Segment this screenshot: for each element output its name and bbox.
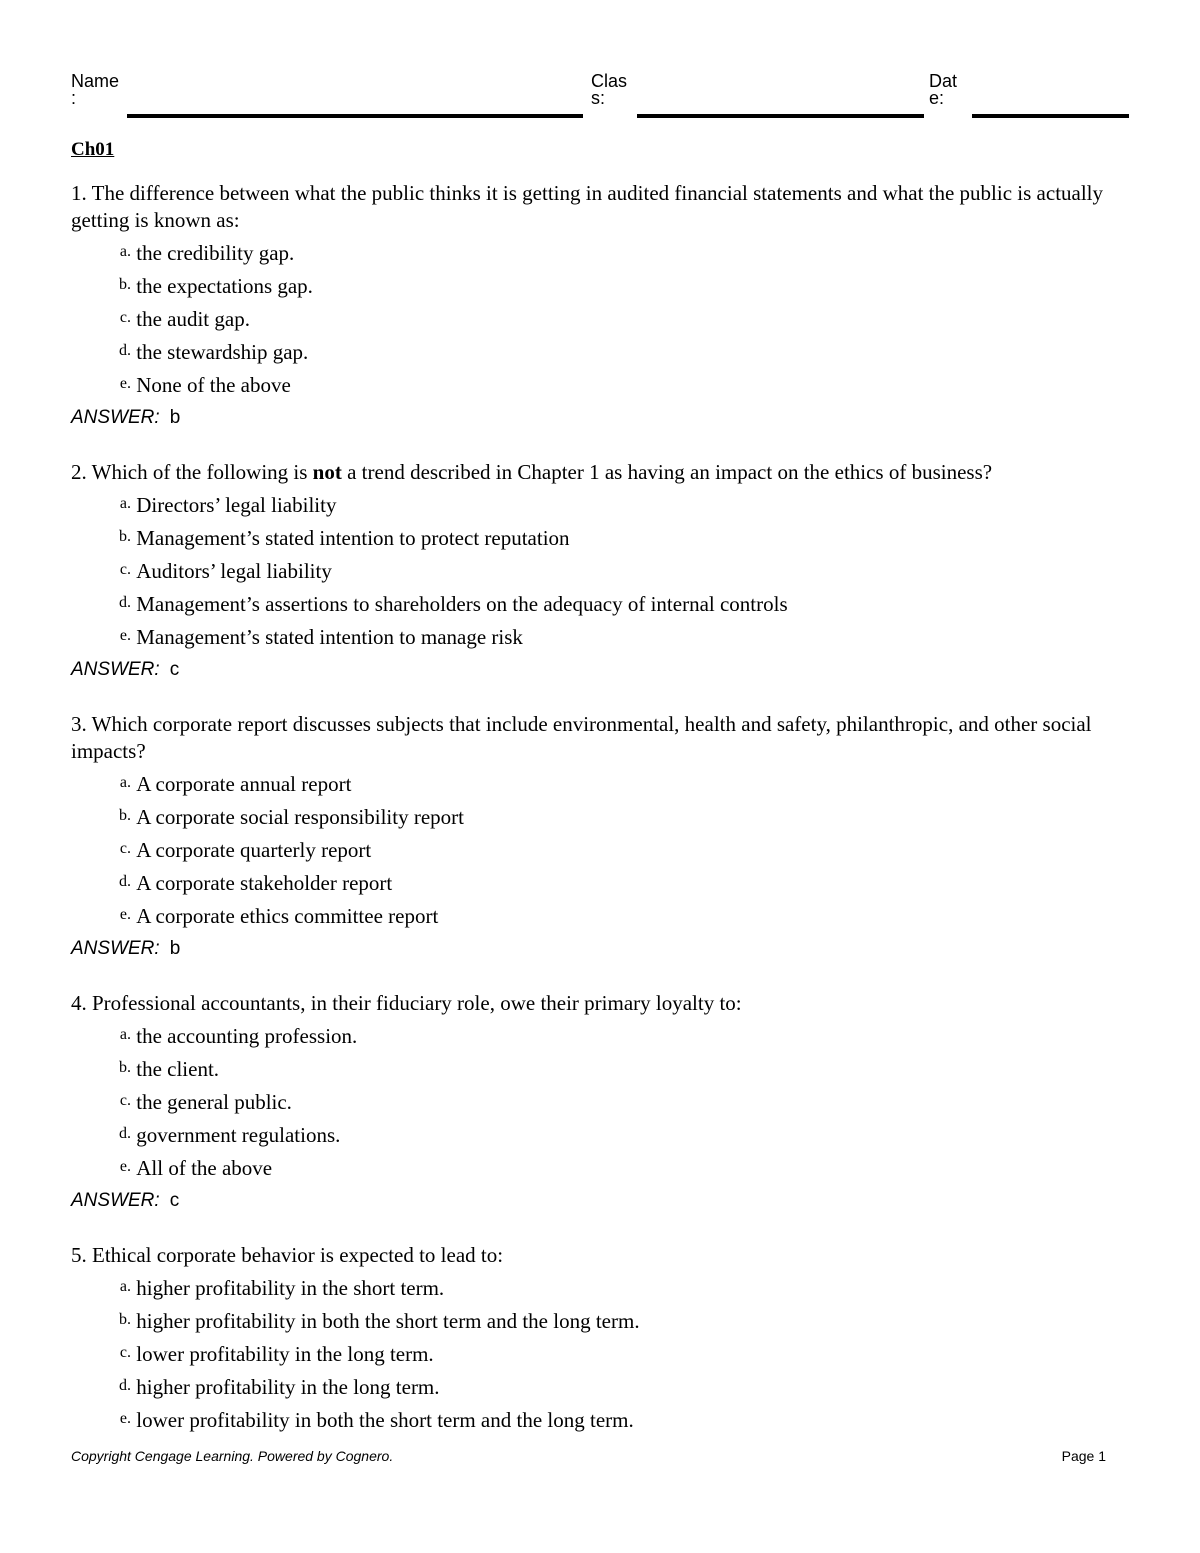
option-letter: e.: [119, 906, 131, 923]
question-stem-after: a trend described in Chapter 1 as having an impact on the ethics of business?: [341, 460, 993, 484]
copyright-footer: Copyright Cengage Learning. Powered by Cognero.: [71, 1448, 394, 1464]
option-e: [110, 903, 1136, 930]
question-stem: 4. Professional accountants, in their fiduciary role, owe their primary loyalty to:: [71, 991, 742, 1015]
option-text: the accounting profession.: [136, 1024, 358, 1048]
options-list: [110, 1275, 1136, 1434]
question-1: [71, 180, 1136, 430]
option-text: Management’s stated intention to manage risk: [136, 625, 523, 649]
answer-label: ANSWER:: [71, 1190, 160, 1211]
option-letter: e.: [119, 1158, 131, 1175]
option-text: All of the above: [136, 1156, 273, 1180]
option-c: [110, 306, 1136, 333]
option-text: higher profitability in both the short term and the long term.: [136, 1309, 640, 1333]
option-letter: d.: [119, 342, 131, 359]
answer-line: [71, 406, 1136, 430]
option-letter: c.: [119, 561, 131, 578]
option-a: [110, 492, 1136, 519]
option-text: the client.: [136, 1057, 220, 1081]
option-e: [110, 372, 1136, 399]
question-5: [71, 1242, 1136, 1434]
answer-value: b: [169, 407, 181, 428]
option-text: the stewardship gap.: [136, 340, 309, 364]
options-list: [110, 1023, 1136, 1182]
answer-line: [71, 658, 1136, 682]
page-number: Page 1: [1061, 1448, 1106, 1464]
question-2: [71, 459, 1136, 682]
option-text: A corporate ethics committee report: [136, 904, 439, 928]
option-a: [110, 1023, 1136, 1050]
question-stem: 5. Ethical corporate behavior is expected to lead to:: [71, 1243, 504, 1267]
option-letter: c.: [119, 1344, 131, 1361]
answer-value: c: [169, 1190, 180, 1211]
option-d: [110, 1122, 1136, 1149]
option-text: Management’s stated intention to protect reputation: [136, 526, 570, 550]
option-text: A corporate annual report: [136, 772, 352, 796]
option-text: Directors’ legal liability: [136, 493, 337, 517]
option-text: Auditors’ legal liability: [136, 559, 332, 583]
question-stem-emphasis: not: [312, 460, 342, 484]
answer-value: b: [169, 938, 181, 959]
option-b: [110, 1308, 1136, 1335]
option-e: [110, 624, 1136, 651]
option-b: [110, 525, 1136, 552]
option-text: lower profitability in both the short term and the long term.: [136, 1408, 634, 1432]
answer-label: ANSWER:: [71, 407, 160, 428]
option-text: the credibility gap.: [136, 241, 295, 265]
question-stem-before: 2. Which of the following is: [71, 460, 313, 484]
class-label: Clas s:: [591, 71, 628, 108]
option-text: the general public.: [136, 1090, 292, 1114]
option-c: [110, 1341, 1136, 1368]
option-e: [110, 1155, 1136, 1182]
option-letter: b.: [119, 1311, 131, 1328]
date-label: Dat e:: [929, 71, 958, 108]
answer-label: ANSWER:: [71, 938, 160, 959]
option-letter: a.: [119, 243, 131, 260]
answer-label: ANSWER:: [71, 659, 160, 680]
option-b: [110, 804, 1136, 831]
option-text: higher profitability in the long term.: [136, 1375, 440, 1399]
name-label: Name :: [71, 71, 120, 108]
option-letter: c.: [119, 840, 131, 857]
option-text: government regulations.: [136, 1123, 341, 1147]
option-a: [110, 240, 1136, 267]
option-d: [110, 1374, 1136, 1401]
option-letter: b.: [119, 528, 131, 545]
option-letter: a.: [119, 1026, 131, 1043]
option-letter: d.: [119, 1125, 131, 1142]
option-a: [110, 1275, 1136, 1302]
option-letter: e.: [119, 627, 131, 644]
option-b: [110, 273, 1136, 300]
option-letter: c.: [119, 309, 131, 326]
option-text: None of the above: [136, 373, 291, 397]
answer-line: [71, 1189, 1136, 1213]
option-letter: b.: [119, 807, 131, 824]
option-c: [110, 837, 1136, 864]
option-e: [110, 1407, 1136, 1434]
option-letter: e.: [119, 375, 131, 392]
option-letter: d.: [119, 594, 131, 611]
option-b: [110, 1056, 1136, 1083]
question-stem: 3. Which corporate report discusses subjects that include environmental, health and safety, philanthropic, and other social impacts?: [71, 712, 1092, 763]
chapter-title: Ch01: [71, 139, 115, 160]
option-a: [110, 771, 1136, 798]
option-text: higher profitability in the short term.: [136, 1276, 445, 1300]
option-d: [110, 591, 1136, 618]
option-letter: e.: [119, 1410, 131, 1427]
option-letter: d.: [119, 1377, 131, 1394]
options-list: [110, 492, 1136, 651]
option-letter: c.: [119, 1092, 131, 1109]
option-letter: d.: [119, 873, 131, 890]
option-text: A corporate quarterly report: [136, 838, 372, 862]
option-letter: a.: [119, 1278, 131, 1295]
option-d: [110, 870, 1136, 897]
option-text: Management’s assertions to shareholders on the adequacy of internal controls: [136, 592, 788, 616]
question-list: [71, 180, 1136, 1434]
option-letter: a.: [119, 495, 131, 512]
name-field-line[interactable]: [127, 114, 583, 118]
option-c: [110, 1089, 1136, 1116]
option-text: A corporate stakeholder report: [136, 871, 393, 895]
answer-value: c: [169, 659, 180, 680]
option-letter: b.: [119, 276, 131, 293]
options-list: [110, 771, 1136, 930]
option-c: [110, 558, 1136, 585]
option-d: [110, 339, 1136, 366]
class-field-line[interactable]: [637, 114, 924, 118]
option-text: the expectations gap.: [136, 274, 313, 298]
question-4: [71, 990, 1136, 1213]
question-stem: [71, 459, 1136, 486]
answer-line: [71, 937, 1136, 961]
question-stem: 1. The difference between what the public thinks it is getting in audited financial statements and what the public is actually getting is known as:: [71, 181, 1104, 232]
option-text: A corporate social responsibility report: [136, 805, 464, 829]
option-text: lower profitability in the long term.: [136, 1342, 434, 1366]
options-list: [110, 240, 1136, 399]
option-text: the audit gap.: [136, 307, 250, 331]
option-letter: b.: [119, 1059, 131, 1076]
question-3: [71, 711, 1136, 961]
date-field-line[interactable]: [972, 114, 1129, 118]
option-letter: a.: [119, 774, 131, 791]
